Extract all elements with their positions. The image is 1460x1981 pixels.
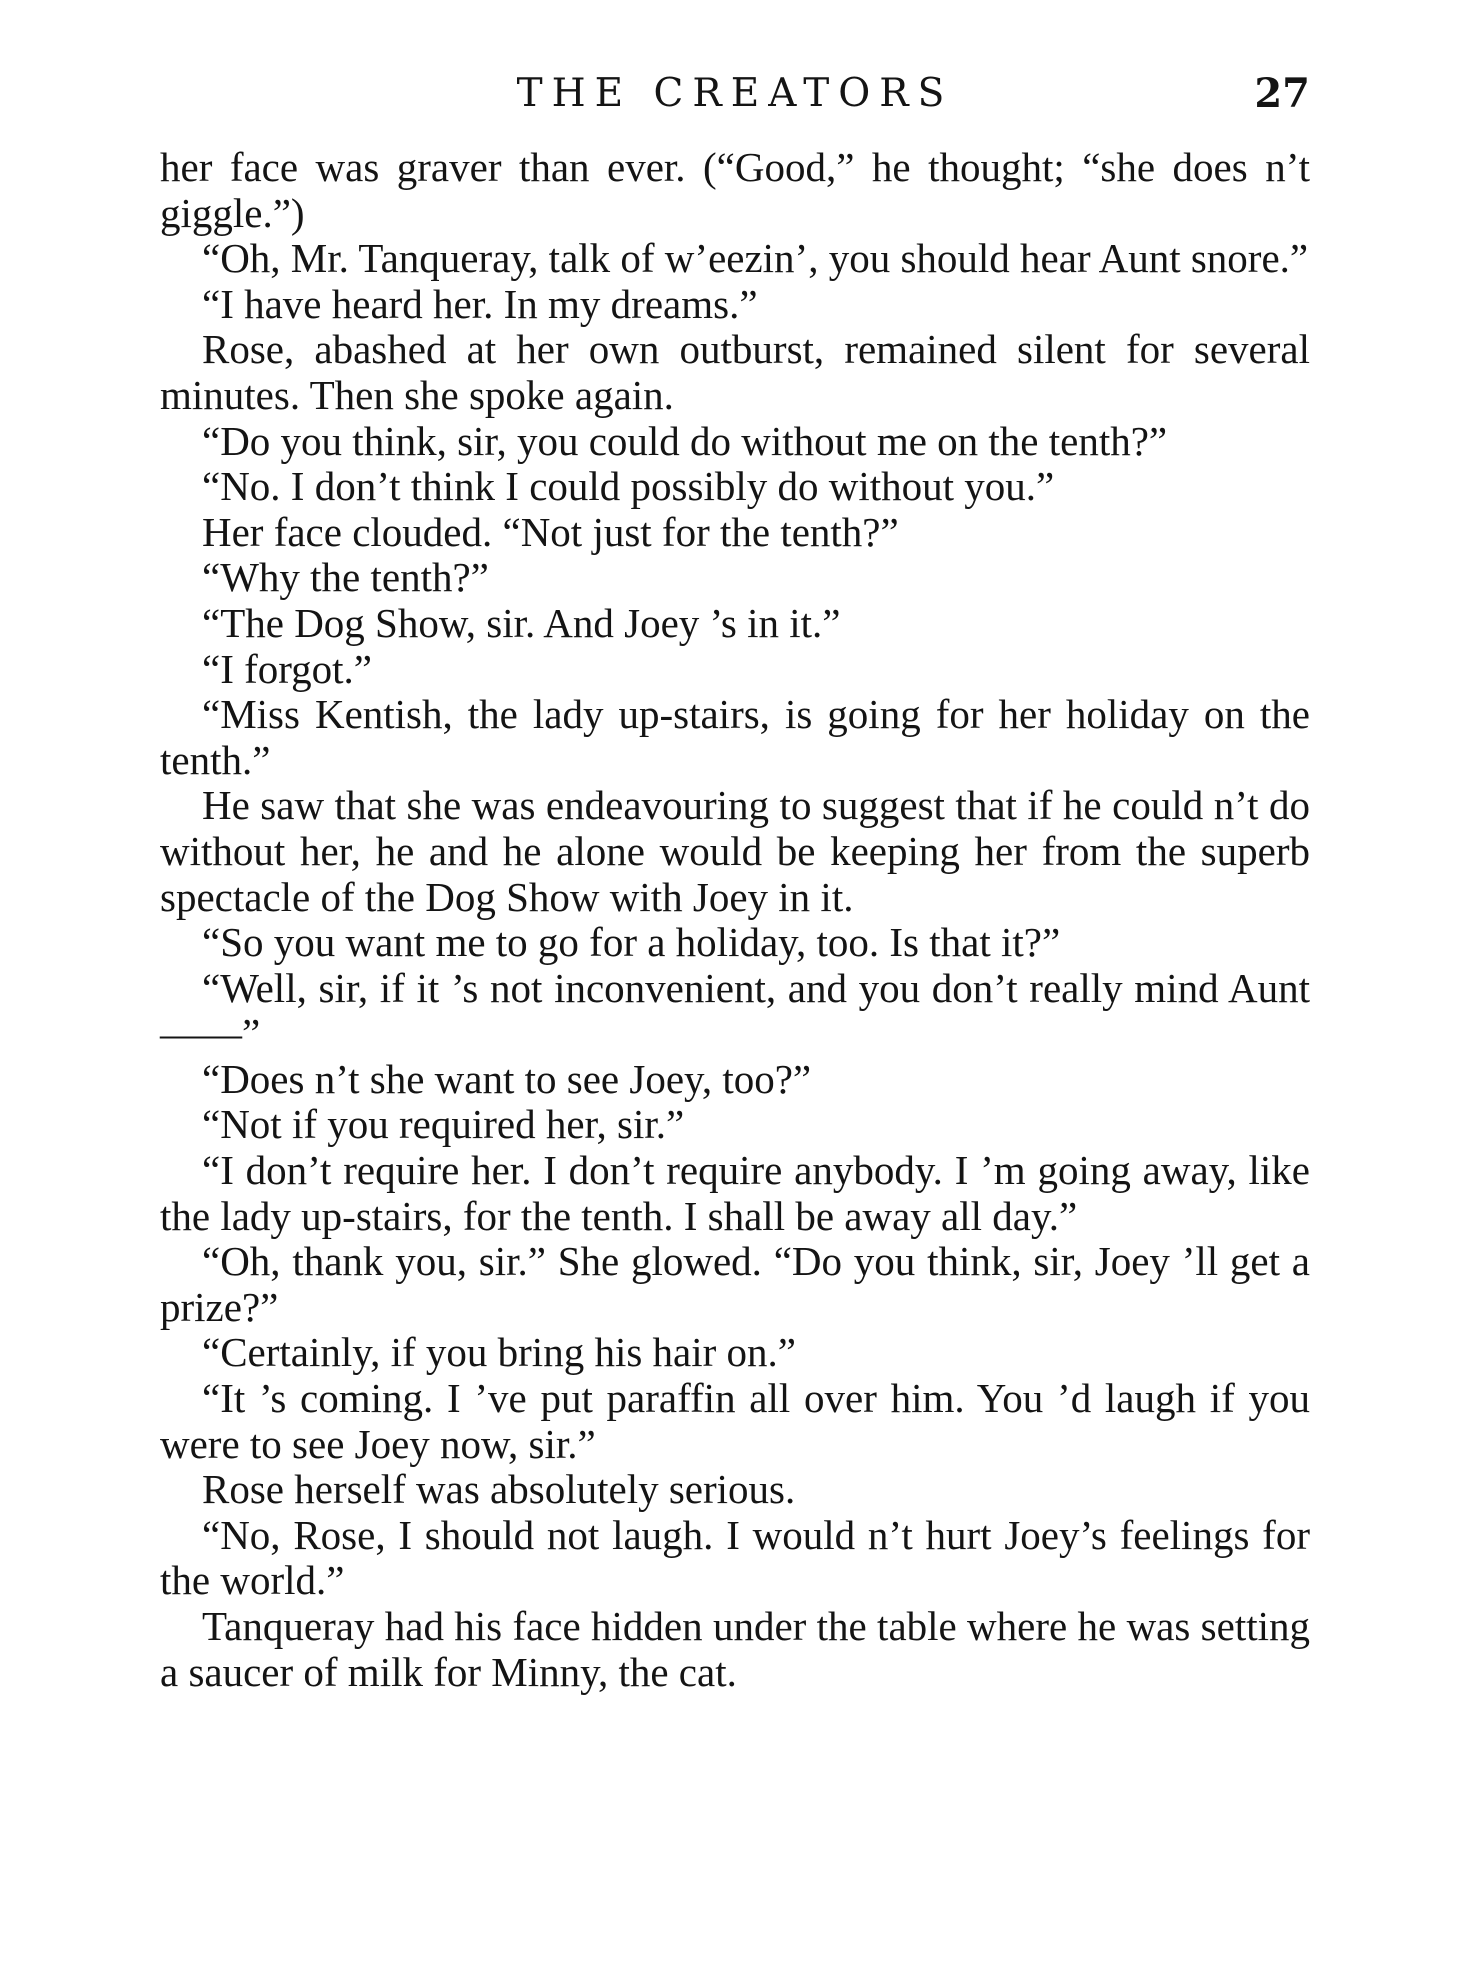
paragraph: “I don’t require her. I don’t require anybody. I ’m going away, like the lady up-stairs, for the tenth. I shall be away all day.” xyxy=(160,1147,1310,1239)
paragraph: Rose herself was absolutely serious. xyxy=(202,1466,796,1513)
page-header xyxy=(160,62,1310,126)
body-text xyxy=(160,145,1310,1695)
paragraph: “Oh, thank you, sir.” She glowed. “Do you think, sir, Joey ’ll get a prize?” xyxy=(160,1238,1310,1330)
paragraph: Rose, abashed at her own outburst, remained silent for several minutes. Then she spoke again. xyxy=(160,326,1310,418)
paragraph: “It ’s coming. I ’ve put paraffin all over him. You ’d laugh if you were to see Joey now, sir.” xyxy=(160,1375,1310,1467)
paragraph: her face was graver than ever. (“Good,” he thought; “she does n’t giggle.”) xyxy=(160,144,1310,236)
paragraph: “Miss Kentish, the lady up-stairs, is going for her holiday on the tenth.” xyxy=(160,691,1310,783)
paragraph: “Not if you required her, sir.” xyxy=(202,1101,685,1148)
page-number: 27 xyxy=(1254,70,1310,117)
paragraph: Tanqueray had his face hidden under the table where he was setting a saucer of milk for Minny, the cat. xyxy=(160,1603,1310,1695)
running-title: THE CREATORS xyxy=(516,71,954,116)
paragraph: “Well, sir, if it ’s not inconvenient, and you don’t really mind Aunt——” xyxy=(160,964,1310,1057)
paragraph: “I forgot.” xyxy=(202,645,373,692)
paragraph: “Oh, Mr. Tanqueray, talk of w’eezin’, you should hear Aunt snore.” xyxy=(202,235,1309,282)
paragraph: “So you want me to go for a holiday, too. Is that it?” xyxy=(202,919,1061,966)
paragraph: “Certainly, if you bring his hair on.” xyxy=(202,1329,796,1376)
paragraph: “Do you think, sir, you could do without me on the tenth?” xyxy=(202,417,1168,464)
paragraph: “The Dog Show, sir. And Joey ’s in it.” xyxy=(202,599,841,646)
paragraph: “No. I don’t think I could possibly do without you.” xyxy=(202,463,1055,510)
paragraph: He saw that she was endeavouring to suggest that if he could n’t do without her, he and he alone would be keeping her from the superb spectacle of the Dog Show with Joey in it. xyxy=(160,782,1310,920)
paragraph: “Does n’t she want to see Joey, too?” xyxy=(202,1055,812,1102)
paragraph: “No, Rose, I should not laugh. I would n’t hurt Joey’s feelings for the world.” xyxy=(160,1511,1310,1604)
paragraph: “I have heard her. In my dreams.” xyxy=(202,280,758,327)
paragraph: Her face clouded. “Not just for the tenth?” xyxy=(202,508,899,555)
paragraph: “Why the tenth?” xyxy=(202,554,489,601)
